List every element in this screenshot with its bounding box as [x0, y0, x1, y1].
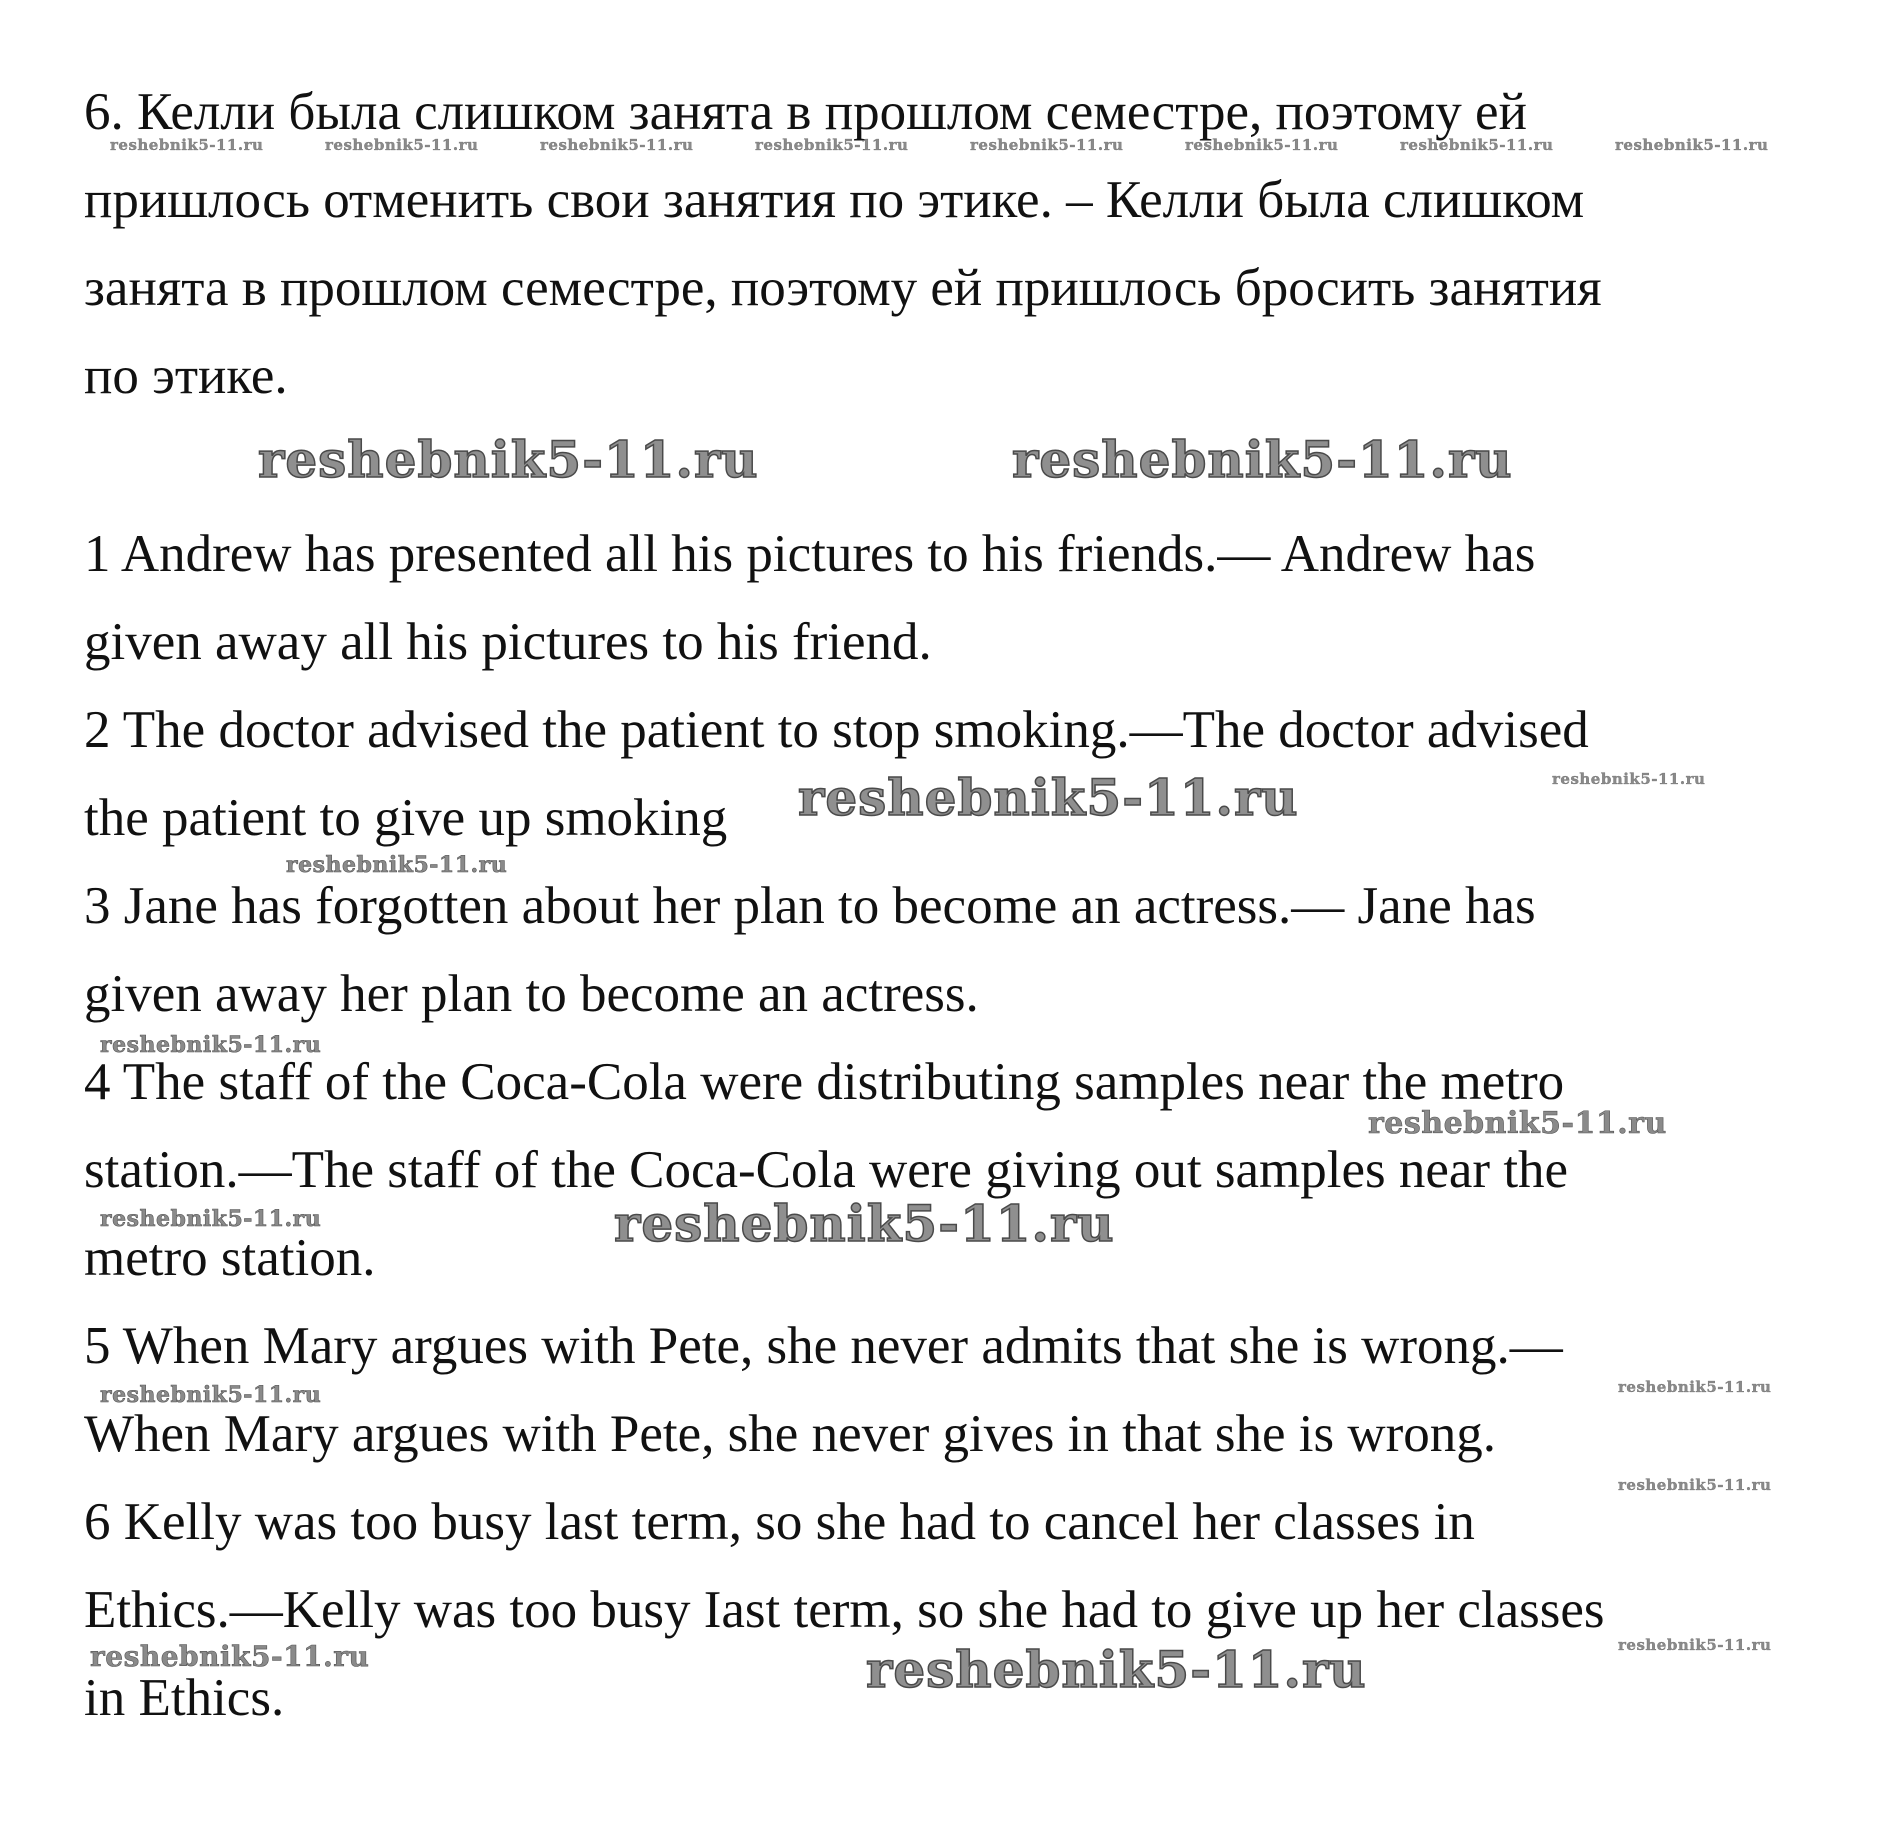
- watermark: reshebnik5-11.ru: [286, 852, 508, 878]
- watermark: reshebnik5-11.ru: [1615, 136, 1769, 154]
- russian-line-4: по этике.: [84, 347, 288, 405]
- watermark: reshebnik5-11.ru: [1552, 770, 1706, 788]
- watermark: reshebnik5-11.ru: [1185, 136, 1339, 154]
- english-line-2: given away all his pictures to his friend.: [84, 613, 932, 671]
- watermark: reshebnik5-11.ru: [755, 136, 909, 154]
- watermark-large: reshebnik5-11.ru: [258, 430, 759, 489]
- watermark-large: reshebnik5-11.ru: [866, 1640, 1367, 1699]
- english-line-6: given away her plan to become an actress.: [84, 965, 979, 1023]
- watermark: reshebnik5-11.ru: [1368, 1106, 1667, 1141]
- english-line-7: 4 The staff of the Coca-Cola were distributing samples near the metro: [84, 1053, 1565, 1111]
- watermark: reshebnik5-11.ru: [1618, 1476, 1772, 1494]
- english-line-14: in Ethics.: [84, 1669, 285, 1727]
- watermark-large: reshebnik5-11.ru: [1012, 430, 1513, 489]
- english-line-13: Ethics.—Kelly was too busy Iast term, so she had to give up her classes: [84, 1581, 1605, 1639]
- english-line-11: When Mary argues with Pete, she never gives in that she is wrong.: [84, 1405, 1497, 1463]
- russian-line-2: пришлось отменить свои занятия по этике. – Келли была слишком: [84, 171, 1585, 229]
- watermark: reshebnik5-11.ru: [100, 1206, 322, 1232]
- watermark: reshebnik5-11.ru: [325, 136, 479, 154]
- watermark: reshebnik5-11.ru: [100, 1382, 322, 1408]
- watermark: reshebnik5-11.ru: [100, 1032, 322, 1058]
- english-line-1: 1 Andrew has presented all his pictures to his friends.— Andrew has: [84, 525, 1536, 583]
- english-line-10: 5 When Mary argues with Pete, she never admits that she is wrong.—: [84, 1317, 1563, 1375]
- english-line-3: 2 The doctor advised the patient to stop smoking.—The doctor advised: [84, 701, 1589, 759]
- watermark: reshebnik5-11.ru: [540, 136, 694, 154]
- english-line-12: 6 Kelly was too busy last term, so she had to cancel her classes in: [84, 1493, 1475, 1551]
- watermark: reshebnik5-11.ru: [1618, 1636, 1772, 1654]
- english-line-9: metro station.: [84, 1229, 376, 1287]
- russian-line-3: занята в прошлом семестре, поэтому ей пришлось бросить занятия: [84, 259, 1602, 317]
- watermark: reshebnik5-11.ru: [970, 136, 1124, 154]
- watermark-large: reshebnik5-11.ru: [798, 768, 1299, 827]
- english-line-5: 3 Jane has forgotten about her plan to become an actress.— Jane has: [84, 877, 1536, 935]
- english-line-8: station.—The staff of the Coca-Cola were giving out samples near the: [84, 1141, 1569, 1199]
- watermark: reshebnik5-11.ru: [110, 136, 264, 154]
- russian-line-1: 6. Келли была слишком занята в прошлом семестре, поэтому ей: [84, 83, 1527, 141]
- watermark: reshebnik5-11.ru: [1400, 136, 1554, 154]
- watermark: reshebnik5-11.ru: [90, 1640, 370, 1673]
- watermark: reshebnik5-11.ru: [1618, 1378, 1772, 1396]
- english-line-4: the patient to give up smoking: [84, 789, 728, 847]
- watermark-large: reshebnik5-11.ru: [614, 1194, 1115, 1253]
